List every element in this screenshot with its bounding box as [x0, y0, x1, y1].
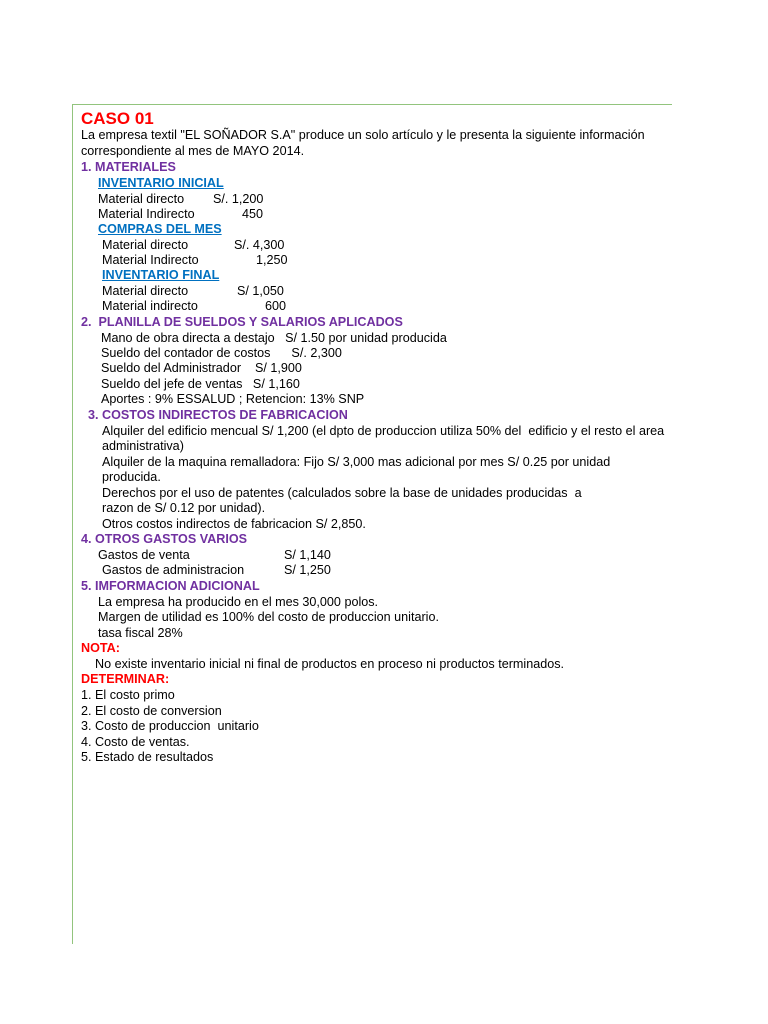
planilla-line: Sueldo del contador de costos S/. 2,300 [101, 346, 342, 360]
subsection-compras-del-mes: COMPRAS DEL MES [98, 222, 222, 236]
subsection-inventario-inicial: INVENTARIO INICIAL [98, 176, 224, 190]
inv-final-md-label: Material directo [102, 284, 189, 298]
determinar-item: 5. Estado de resultados [81, 750, 214, 764]
case-title: CASO 01 [81, 109, 154, 128]
nota-heading: NOTA: [81, 641, 120, 655]
adicional-line: Margen de utilidad es 100% del costo de produccion unitario. [98, 610, 439, 624]
section-cif: 3. COSTOS INDIRECTOS DE FABRICACION [88, 408, 348, 422]
determinar-item: 3. Costo de produccion unitario [81, 719, 259, 733]
cif-line: razon de S/ 0.12 por unidad). [102, 501, 266, 515]
determinar-item: 1. El costo primo [81, 688, 175, 702]
adicional-line: tasa fiscal 28% [98, 626, 183, 640]
section-planilla: 2. PLANILLA DE SUELDOS Y SALARIOS APLICADOS [81, 315, 403, 329]
cif-line: Otros costos indirectos de fabricacion S/ 2,850. [102, 517, 366, 531]
compras-mi-value: 1,250 [256, 253, 288, 267]
gastos-venta-value: S/ 1,140 [284, 548, 331, 562]
inv-final-mi-label: Material indirecto [102, 299, 198, 313]
gastos-admin-label: Gastos de administracion [102, 563, 245, 577]
compras-md-label: Material directo [102, 238, 189, 252]
adicional-line: La empresa ha producido en el mes 30,000 polos. [98, 595, 379, 609]
determinar-heading: DETERMINAR: [81, 672, 170, 686]
planilla-line: Sueldo del Administrador S/ 1,900 [101, 361, 302, 375]
cif-line: producida. [102, 470, 161, 484]
inv-final-md-value: S/ 1,050 [237, 284, 284, 298]
cif-line: administrativa) [102, 439, 184, 453]
intro-line-1: La empresa textil "EL SOÑADOR S.A" produce un solo artículo y le presenta la siguiente información [81, 128, 645, 142]
compras-mi-label: Material Indirecto [102, 253, 199, 267]
document-body [72, 104, 672, 944]
cif-line: Alquiler del edificio mencual S/ 1,200 (el dpto de produccion utiliza 50% del edificio y el resto el area [102, 424, 665, 438]
planilla-line: Aportes : 9% ESSALUD ; Retencion: 13% SNP [101, 392, 365, 406]
gastos-admin-value: S/ 1,250 [284, 563, 331, 577]
planilla-line: Sueldo del jefe de ventas S/ 1,160 [101, 377, 300, 391]
cif-line: Derechos por el uso de patentes (calculados sobre la base de unidades producidas a [102, 486, 582, 500]
inv-inicial-md-label: Material directo [98, 192, 185, 206]
compras-md-value: S/. 4,300 [234, 238, 285, 252]
gastos-venta-label: Gastos de venta [98, 548, 190, 562]
section-informacion-adicional: 5. IMFORMACION ADICIONAL [81, 579, 260, 593]
inv-inicial-mi-label: Material Indirecto [98, 207, 195, 221]
subsection-inventario-final: INVENTARIO FINAL [102, 268, 220, 282]
inv-final-mi-value: 600 [265, 299, 287, 313]
determinar-item: 2. El costo de conversion [81, 704, 222, 718]
inv-inicial-md-value: S/. 1,200 [213, 192, 264, 206]
determinar-item: 4. Costo de ventas. [81, 735, 190, 749]
section-otros-gastos: 4. OTROS GASTOS VARIOS [81, 532, 248, 546]
nota-text: No existe inventario inicial ni final de productos en proceso ni productos terminados. [95, 657, 565, 671]
section-materiales: 1. MATERIALES [81, 160, 176, 174]
cif-line: Alquiler de la maquina remalladora: Fijo S/ 3,000 mas adicional por mes S/ 0.25 por unidad [102, 455, 611, 469]
planilla-line: Mano de obra directa a destajo S/ 1.50 por unidad producida [101, 331, 447, 345]
inv-inicial-mi-value: 450 [242, 207, 264, 221]
intro-line-2: correspondiente al mes de MAYO 2014. [81, 144, 305, 158]
